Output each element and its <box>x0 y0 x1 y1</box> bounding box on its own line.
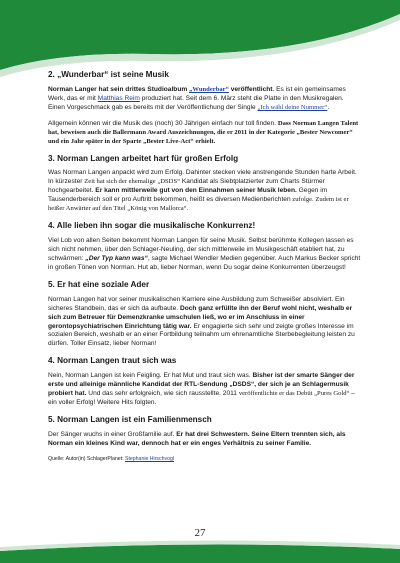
text: produziert hat. Seit dem 6. März steht die Platte in den Musikregalen. Einen Vorgeschmack gab es bereits mit der Veröffentlichung der Single <box>48 94 344 111</box>
text: Er engagierte sich sehr und zeigte großes Interesse im sozialen Bereich, weshalb er an einer Fortbildung teilnahm um ehrenamtliche Sterbebegleitung leisten zu dürfen. Toller Einsatz, lieber Norman! <box>48 322 355 348</box>
text: Nein, Norman Langen ist kein Feigling. Er hat Mut und traut sich was. <box>48 372 253 380</box>
bold-text: Er kann mittlerweile gut von den Einnahmen seiner Musik leben. <box>95 187 297 195</box>
bold-text: Norman Langer hat sein drittes Studioalbum <box>48 85 190 93</box>
bold-text: veröffentlicht <box>228 85 273 93</box>
text: Zeit hat sich der ehemalige „DSDS“ <box>84 178 181 186</box>
source-label: Quelle: Autor(in) SchlagerPlanet: <box>48 455 125 462</box>
text: Und das sehr erfolgreich, wie sich rausstellte. 2011 <box>86 390 239 398</box>
matthias-reim-link[interactable]: Matthias Reim <box>97 94 140 102</box>
paragraph <box>48 169 362 214</box>
article-body <box>48 70 362 463</box>
text: , sagte Michael Wendler Medien gegenüber. Auch Markus Becker spricht in großen Tönen von Norman. Hut ab, lieber Norman, wenn Du sogar deine Konkurrenten überzeugst! <box>48 254 361 271</box>
top-decorative-band <box>0 0 400 78</box>
text: . Es ist ein gemeinsames Werk, das er mit <box>48 85 346 102</box>
page-number: 27 <box>194 527 206 539</box>
section-heading: 5. Er hat eine soziale Ader <box>48 279 150 289</box>
text: . <box>327 103 330 111</box>
text: zufolge. Zudem ist er heißer Anwärter auf den Titel „König von Mallorca“. <box>48 196 349 213</box>
bold-text: Dass Norman Langen Talent hat, beweisen auch die Ballermann Award Auszeichnungen, die er 2011 in der Kategorie „Bester Newcomer“ und ein Jahr später in der Sparte „Bester Live-Act“ erhielt. <box>48 119 359 145</box>
source-line <box>48 456 362 463</box>
text: Der Sänger wuchs in einer Großfamilie auf. <box>48 430 177 438</box>
text: – ein voller Erfolg! Weitere Hits folgten. <box>48 390 355 407</box>
section-heading: 3. Norman Langen arbeitet hart für großen Erfolg <box>48 153 239 163</box>
section-heading: 4. Norman Langen traut sich was <box>48 356 177 366</box>
text: veröffentlichte er das Debüt „Pures Gold“ <box>238 390 350 398</box>
paragraph <box>48 237 362 273</box>
paragraph <box>48 120 362 147</box>
section-heading: 2. „Wunderbar“ ist seine Musik <box>48 70 169 79</box>
paragraph <box>48 372 362 408</box>
bold-text: Doch ganz erfüllte ihn der Beruf wohl nicht, weshalb er sich zum Betreuer für Demenzkranke umschulen ließ, wo er im Anschluss in einer gerontopsychiatrischen Einrichtung tätig war. <box>48 304 353 330</box>
bold-text: Bisher ist der smarte Sänger der erste und alleinige männliche Kandidat der RTL-Sendung „DSDS“, der sich je an Schlagermusik probiert hat. <box>48 372 355 398</box>
text: Viel Lob von allen Seiten bekommt Norman Langen für seine Musik. Selbst berühmte Kollegen lassen es sich nicht nehmen, über den Schlager-Neuling, der sich mittlerweile im Musikgeschäft etabliert hat, zu schwärmen: <box>48 237 354 262</box>
paragraph <box>48 296 362 350</box>
section-heading: 4. Alle lieben ihn sogar die musikalische Konkurrenz! <box>48 221 256 231</box>
text: Kandidat als Siebtplatzierter zum Charts Stürmer hochgearbeitet. <box>48 178 325 195</box>
text: Allgemein können wir die Musik des (noch) 30 Jährigen einfach nur toll finden. <box>48 119 278 127</box>
album-link[interactable]: „Wunderbar“ <box>189 85 229 93</box>
bottom-decorative-band <box>0 533 400 563</box>
quote-text: „Der Typ kann was“ <box>85 254 148 262</box>
author-link[interactable]: Stephanie Hirschvogl <box>125 455 175 462</box>
text: Norman Langen hat vor seiner musikalischen Karriere eine Ausbildung zum Schweißer absolviert. Ein sicheres Standbein, das er sich da aufbaute. <box>48 295 345 312</box>
text: Gegen im Tausenderbereich soll er pro Auftritt bekommen, heißt es diversen Medienberichten <box>48 187 328 204</box>
section-heading: 5. Norman Langen ist ein Familienmensch <box>48 415 212 425</box>
paragraph <box>48 431 362 449</box>
bold-text: Er hat drei Schwestern. Seine Eltern trennten sich, als Norman ein kleines Kind war, dennoch hat er ein enges Verhältnis zu seiner Familie. <box>48 430 346 447</box>
single-link[interactable]: „Ich wähl deine Nummer“ <box>257 103 328 111</box>
text: Was Norman Langen anpackt wird zum Erfolg. Dahinter stecken viele anstrengende Stunden harte Arbeit. In kürzester <box>48 169 357 186</box>
paragraph <box>48 86 362 113</box>
